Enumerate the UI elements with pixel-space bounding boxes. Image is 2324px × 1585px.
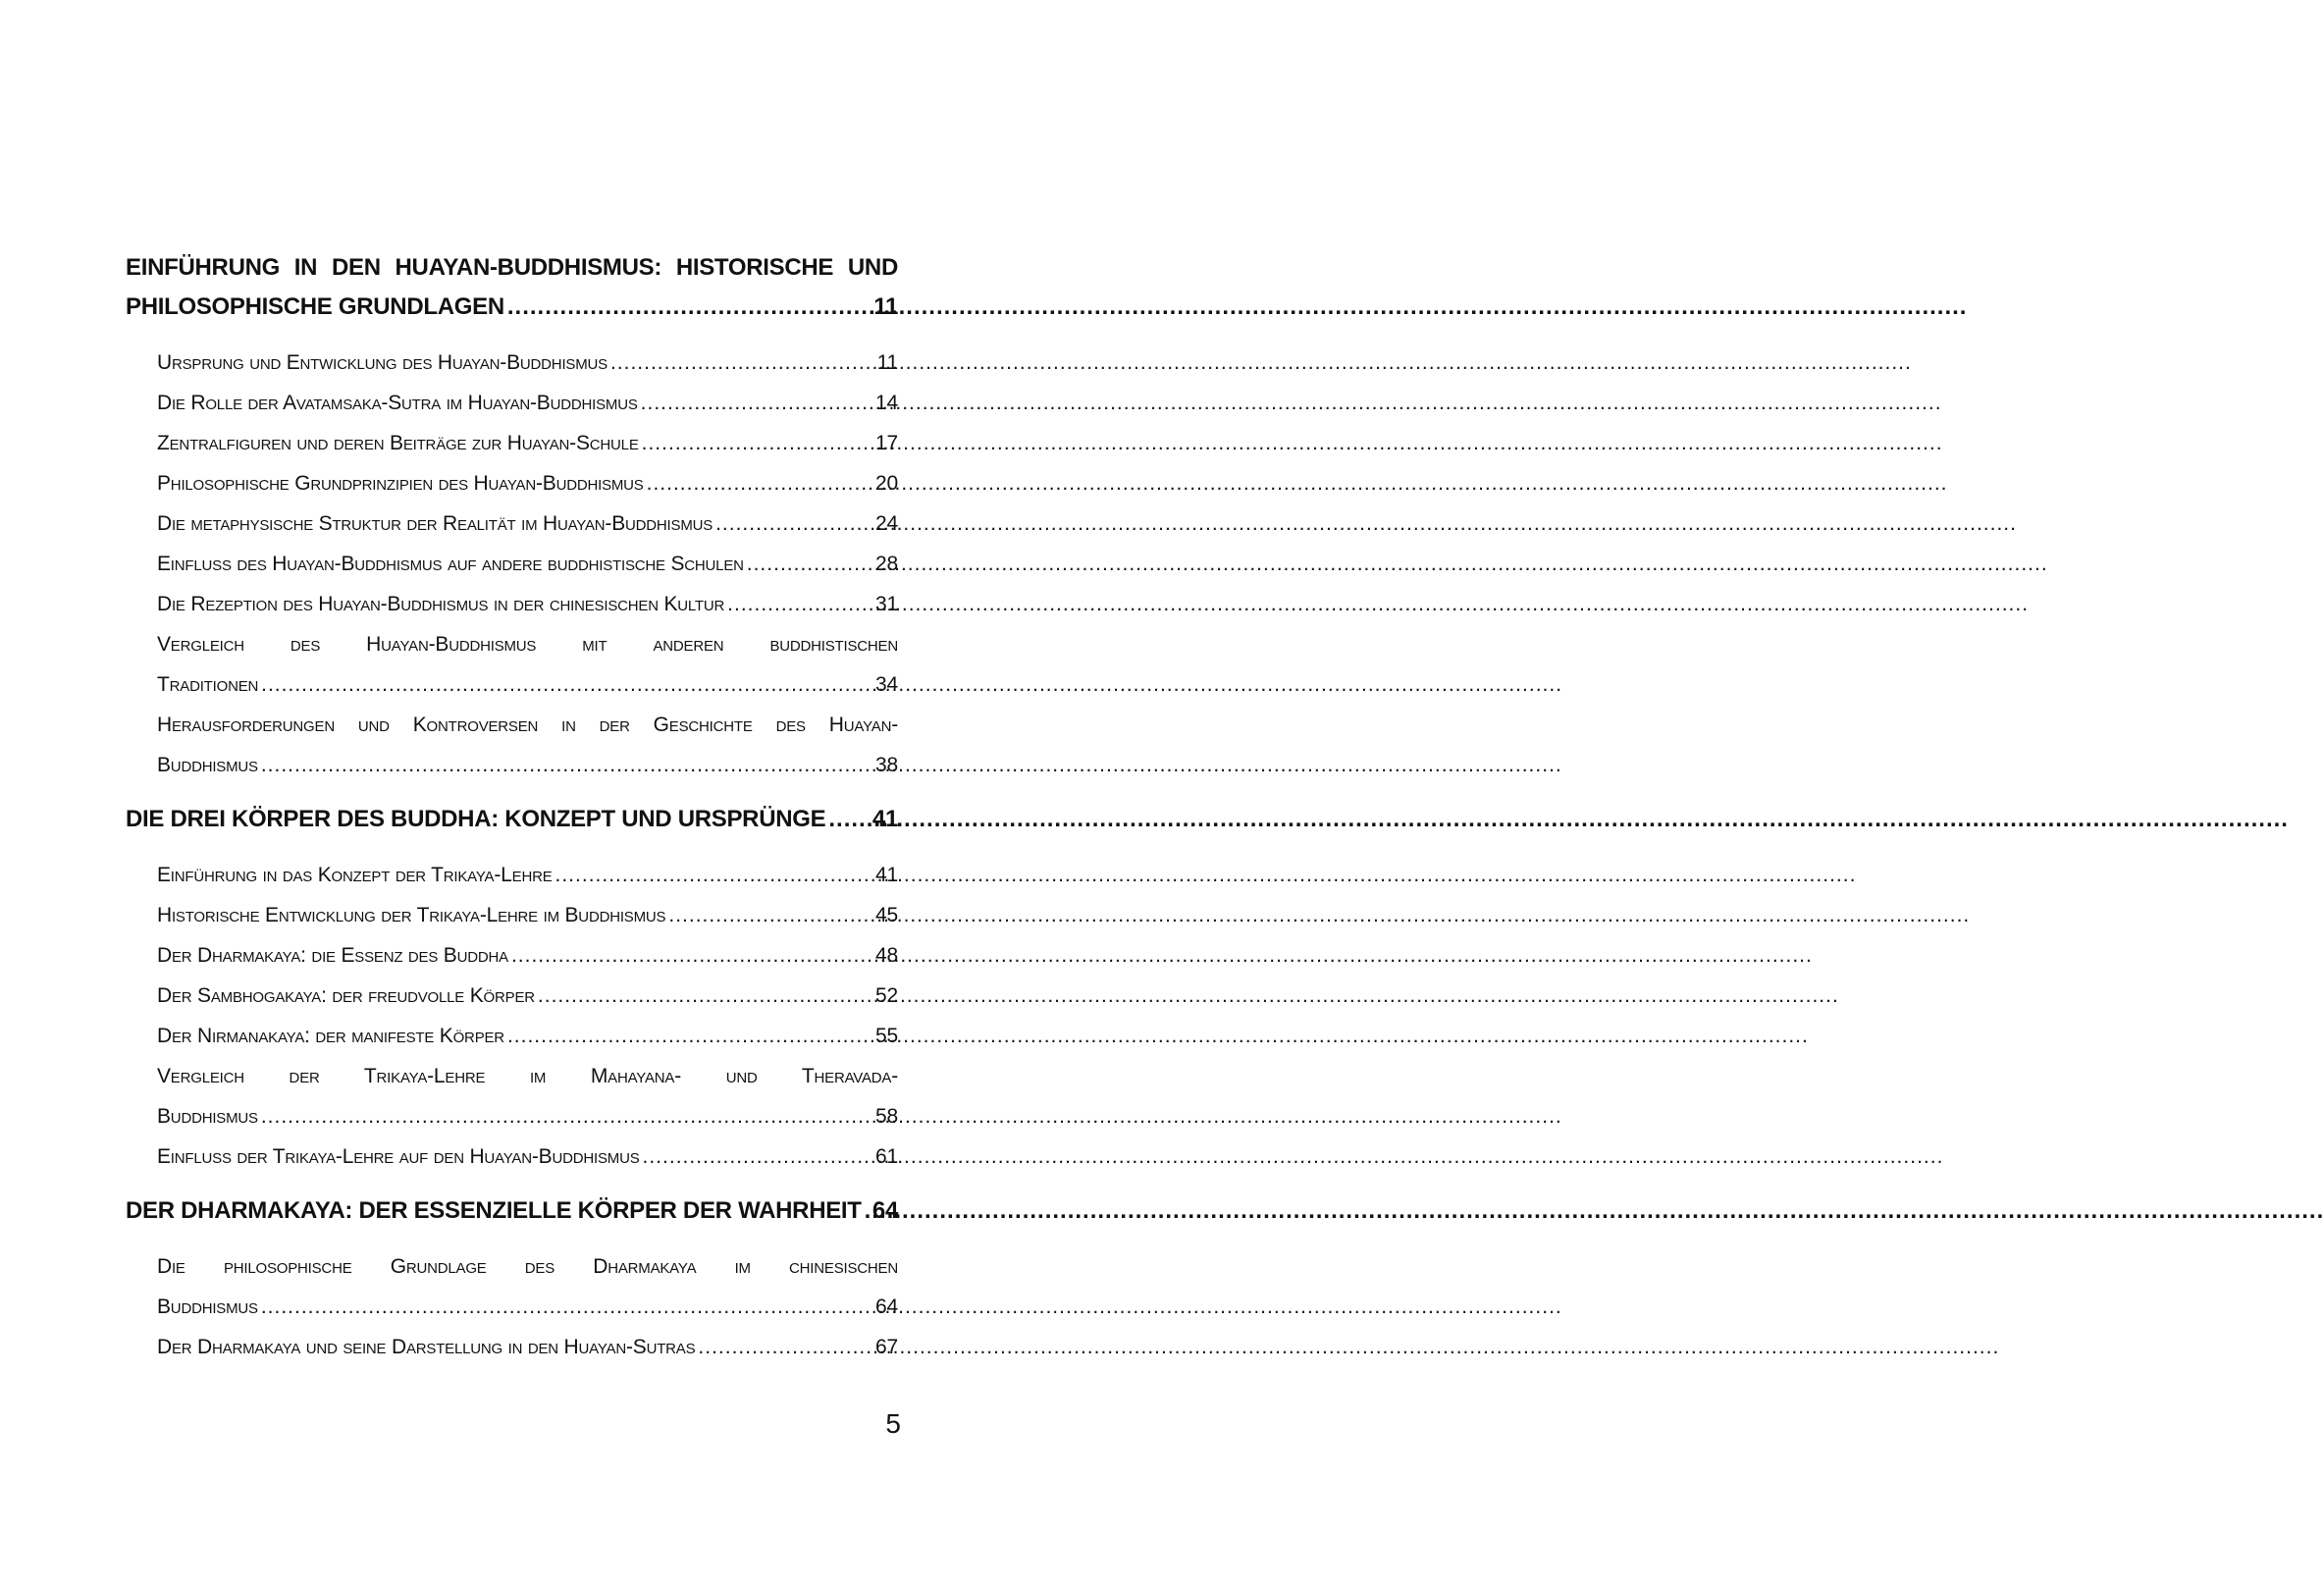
- dot-leader: [641, 383, 872, 423]
- entry-title: Der Nirmanakaya: der manifeste Körper: [157, 1025, 504, 1047]
- page-ref: 17: [875, 432, 898, 454]
- toc-entry[interactable]: [157, 1136, 898, 1177]
- dot-leader: [647, 463, 872, 503]
- toc-entry[interactable]: [157, 423, 898, 463]
- page-ref: 67: [875, 1336, 898, 1358]
- toc-entry[interactable]: [157, 855, 898, 895]
- toc-entry[interactable]: [157, 1016, 898, 1056]
- page-ref: 38: [875, 754, 898, 776]
- page-number: 5: [885, 1408, 901, 1439]
- page-ref: 58: [875, 1105, 898, 1128]
- toc-entry[interactable]: [157, 503, 898, 544]
- dot-leader: [538, 976, 872, 1016]
- entry-title: Ursprung und Entwicklung des Huayan-Buddhismus: [157, 351, 607, 374]
- entry-title: Philosophische Grundprinzipien des Huayan-Buddhismus: [157, 472, 644, 495]
- entry-title-line: Die philosophische Grundlage des Dharmakaya im chinesischen: [157, 1255, 898, 1278]
- page-ref: 45: [875, 904, 898, 926]
- entry-title: Einfluss des Huayan-Buddhismus auf andere buddhistische Schulen: [157, 553, 744, 575]
- dot-leader: [507, 288, 871, 327]
- dot-leader: [610, 343, 874, 383]
- page-ref: 41: [872, 806, 898, 832]
- page-ref: 20: [875, 472, 898, 495]
- dot-leader: [715, 503, 872, 544]
- dot-leader: [747, 544, 872, 584]
- page-ref: 61: [875, 1145, 898, 1168]
- dot-leader: [698, 1327, 872, 1367]
- page-ref: 64: [872, 1197, 898, 1224]
- dot-leader: [642, 423, 872, 463]
- dot-leader: [668, 895, 872, 935]
- entry-title: Die Rolle der Avatamsaka-Sutra im Huayan-Buddhismus: [157, 392, 638, 414]
- chapter-heading[interactable]: [126, 248, 898, 327]
- entry-title: Einführung in das Konzept der Trikaya-Lehre: [157, 864, 553, 886]
- page-ref: 34: [875, 673, 898, 696]
- toc-entry[interactable]: [157, 705, 898, 785]
- toc-entry[interactable]: [157, 1246, 898, 1327]
- toc-entry[interactable]: [157, 383, 898, 423]
- chapter-title: DER DHARMAKAYA: DER ESSENZIELLE KÖRPER DER WAHRHEIT: [126, 1197, 862, 1224]
- toc-entry[interactable]: [157, 544, 898, 584]
- toc-entry[interactable]: [157, 343, 898, 383]
- dot-leader: [555, 855, 873, 895]
- entry-title-line: Buddhismus: [157, 1295, 258, 1318]
- page-ref: 31: [875, 593, 898, 615]
- toc-entry[interactable]: [157, 584, 898, 624]
- page-ref: 64: [875, 1295, 898, 1318]
- dot-leader: [643, 1136, 873, 1177]
- toc-entry[interactable]: [157, 463, 898, 503]
- entry-title-line: Buddhismus: [157, 1105, 258, 1128]
- dot-leader: [261, 664, 872, 705]
- page-ref: 14: [875, 392, 898, 414]
- toc-entry[interactable]: [157, 935, 898, 976]
- page-ref: 28: [875, 553, 898, 575]
- toc-entry[interactable]: [157, 976, 898, 1016]
- toc-entry[interactable]: [157, 624, 898, 705]
- chapter-title-line: EINFÜHRUNG IN DEN HUAYAN-BUDDHISMUS: HISTORISCHE UND: [126, 254, 898, 281]
- page-ref: 48: [875, 944, 898, 967]
- entry-title-line: Vergleich des Huayan-Buddhismus mit anderen buddhistischen: [157, 633, 898, 656]
- entry-title-line: Buddhismus: [157, 754, 258, 776]
- chapter-title-line: PHILOSOPHISCHE GRUNDLAGEN: [126, 293, 504, 320]
- dot-leader: [261, 1096, 872, 1136]
- entry-title: Der Dharmakaya: die Essenz des Buddha: [157, 944, 508, 967]
- page-ref: 11: [873, 293, 898, 320]
- dot-leader: [865, 1191, 870, 1231]
- dot-leader: [727, 584, 872, 624]
- entry-title: Einfluss der Trikaya-Lehre auf den Huayan-Buddhismus: [157, 1145, 640, 1168]
- entry-title: Historische Entwicklung der Trikaya-Lehre im Buddhismus: [157, 904, 666, 926]
- chapter-heading[interactable]: [126, 1191, 898, 1231]
- table-of-contents: [126, 248, 898, 1367]
- page-ref: 24: [875, 512, 898, 535]
- dot-leader: [507, 1016, 872, 1056]
- entry-title: Der Dharmakaya und seine Darstellung in den Huayan-Sutras: [157, 1336, 696, 1358]
- entry-title: Die metaphysische Struktur der Realität im Huayan-Buddhismus: [157, 512, 713, 535]
- dot-leader: [261, 745, 872, 785]
- dot-leader: [261, 1287, 872, 1327]
- entry-title-line: Herausforderungen und Kontroversen in der Geschichte des Huayan-: [157, 713, 898, 736]
- chapter-title: DIE DREI KÖRPER DES BUDDHA: KONZEPT UND URSPRÜNGE: [126, 806, 826, 832]
- entry-title: Zentralfiguren und deren Beiträge zur Huayan-Schule: [157, 432, 639, 454]
- dot-leader: [511, 935, 872, 976]
- entry-title: Der Sambhogakaya: der freudvolle Körper: [157, 984, 535, 1007]
- entry-title: Die Rezeption des Huayan-Buddhismus in der chinesischen Kultur: [157, 593, 725, 615]
- page-ref: 52: [875, 984, 898, 1007]
- page-ref: 55: [875, 1025, 898, 1047]
- toc-entry[interactable]: [157, 1056, 898, 1136]
- dot-leader: [828, 800, 870, 839]
- page-ref: 41: [875, 864, 898, 886]
- entry-title-line: Traditionen: [157, 673, 259, 696]
- page-ref: 11: [876, 351, 898, 374]
- entry-title-line: Vergleich der Trikaya-Lehre im Mahayana- und Theravada-: [157, 1065, 898, 1087]
- toc-entry[interactable]: [157, 1327, 898, 1367]
- toc-entry[interactable]: [157, 895, 898, 935]
- chapter-heading[interactable]: [126, 800, 898, 839]
